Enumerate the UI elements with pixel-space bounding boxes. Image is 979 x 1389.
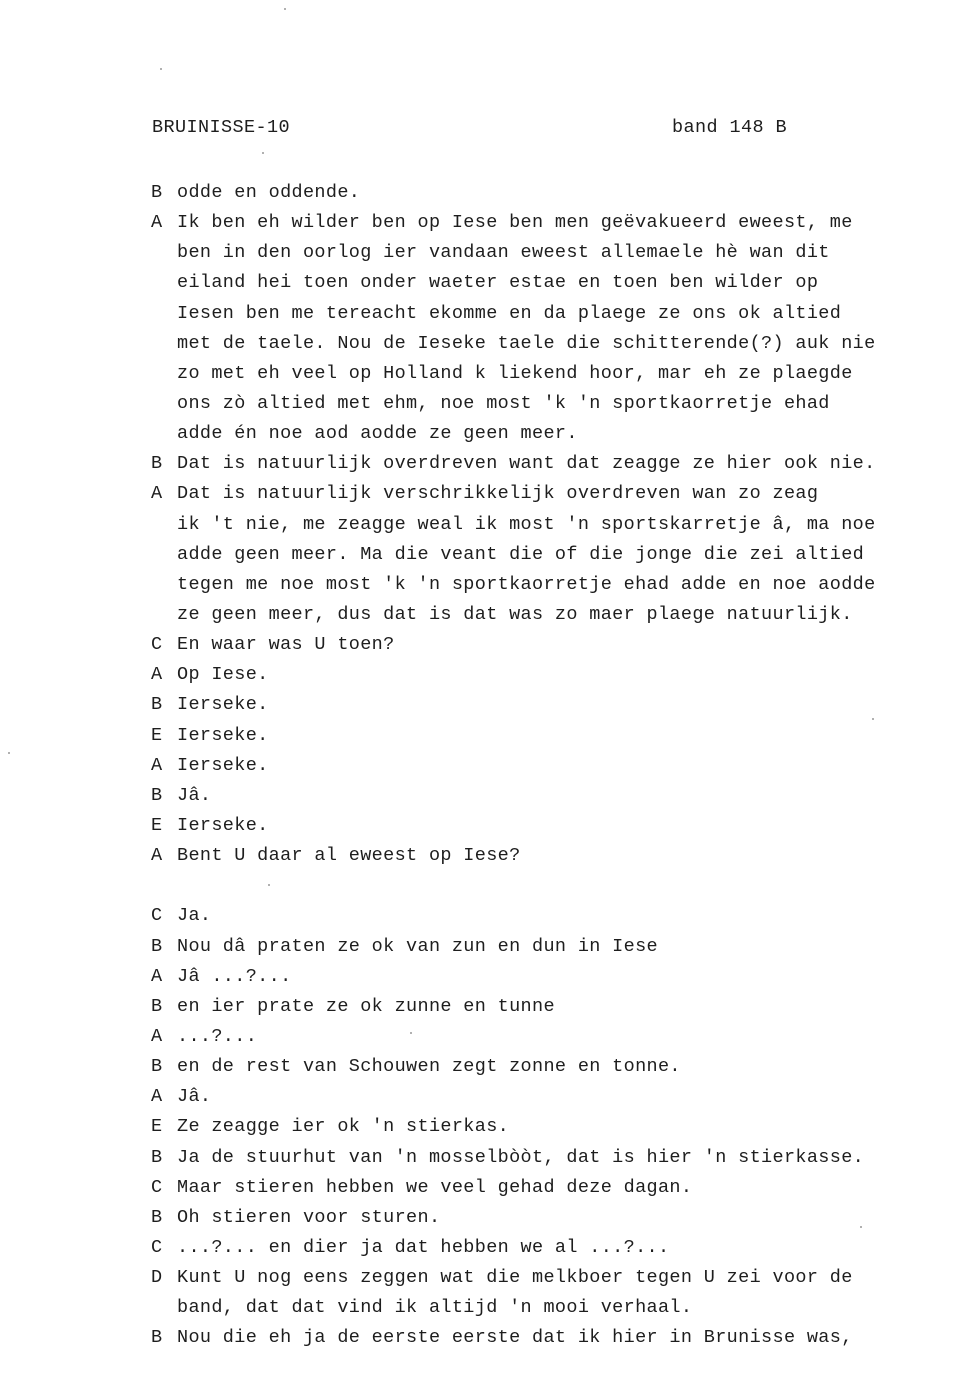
transcript-line: [0, 901, 979, 931]
transcript-line: [0, 268, 979, 298]
speaker-label: D: [151, 1267, 163, 1289]
speaker-label: E: [151, 724, 163, 746]
utterance-text: met de taele. Nou de Ieseke taele die schitterende(?) auk nie: [177, 332, 876, 354]
transcript-line: [0, 660, 979, 690]
speaker-label: A: [151, 483, 163, 505]
utterance-text: ik 't nie, me zeagge weal ik most 'n sportskarretje â, ma noe: [177, 513, 876, 535]
speaker-label: A: [151, 664, 163, 686]
utterance-text: Ierseke.: [177, 724, 269, 746]
speaker-label: B: [151, 784, 163, 806]
utterance-text: en ier prate ze ok zunne en tunne: [177, 995, 555, 1017]
scan-speck: [262, 152, 264, 154]
utterance-text: adde én noe aod aodde ze geen meer.: [177, 423, 578, 445]
transcript-line: [0, 841, 979, 871]
transcript-line: [0, 449, 979, 479]
utterance-text: Dat is natuurlijk verschrikkelijk overdreven wan zo zeag: [177, 483, 819, 505]
transcript-line: [0, 1112, 979, 1142]
utterance-text: ben in den oorlog ier vandaan eweest allemaele hè wan dit: [177, 242, 830, 264]
transcript-line: [0, 751, 979, 781]
transcript-line: [0, 1082, 979, 1112]
transcript-line: [0, 600, 979, 630]
transcript-line: [0, 540, 979, 570]
transcript-line: [0, 570, 979, 600]
speaker-label: B: [151, 453, 163, 475]
scan-speck: [284, 8, 286, 10]
utterance-text: Jâ.: [177, 1086, 212, 1108]
tape-reference: band 148 B: [672, 117, 788, 138]
speaker-label: A: [151, 1025, 163, 1047]
transcript-line: [0, 1052, 979, 1082]
utterance-text: Dat is natuurlijk overdreven want dat zeagge ze hier ook nie.: [177, 453, 876, 475]
speaker-label: C: [151, 905, 163, 927]
speaker-label: B: [151, 995, 163, 1017]
speaker-label: B: [151, 182, 163, 203]
transcript-line: [0, 721, 979, 751]
transcript-body: [0, 178, 979, 1353]
transcript-line: [0, 208, 979, 238]
transcript-line: [0, 1233, 979, 1263]
utterance-text: Nou die eh ja de eerste eerste dat ik hier in Brunisse was,: [177, 1327, 853, 1349]
transcript-line: [0, 962, 979, 992]
utterance-text: Op Iese.: [177, 664, 269, 686]
transcript-line: [0, 510, 979, 540]
utterance-text: Ierseke.: [177, 694, 269, 716]
transcript-line: [0, 238, 979, 268]
transcript-line: [0, 299, 979, 329]
utterance-text: band, dat dat vind ik altijd 'n mooi verhaal.: [177, 1297, 693, 1319]
scan-speck: [410, 1032, 412, 1034]
utterance-text: Oh stieren voor sturen.: [177, 1206, 441, 1228]
utterance-text: Maar stieren hebben we veel gehad deze dagan.: [177, 1176, 693, 1198]
utterance-text: Jâ.: [177, 784, 212, 806]
utterance-text: Ja de stuurhut van 'n mosselbòòt, dat is hier 'n stierkasse.: [177, 1146, 865, 1168]
utterance-text: eiland hei toen onder waeter estae en toen ben wilder op: [177, 272, 819, 294]
speaker-label: B: [151, 935, 163, 957]
utterance-text: en de rest van Schouwen zegt zonne en tonne.: [177, 1056, 681, 1078]
utterance-text: ...?... en dier ja dat hebben we al ...?...: [177, 1236, 670, 1258]
utterance-text: Bent U daar al eweest op Iese?: [177, 845, 521, 867]
transcript-line: [0, 932, 979, 962]
utterance-text: tegen me noe most 'k 'n sportkaorretje ehad adde en noe aodde: [177, 573, 876, 595]
utterance-text: Ik ben eh wilder ben op Iese ben men geëvakueerd eweest, me: [177, 212, 853, 234]
utterance-text: adde geen meer. Ma die veant die of die jonge die zei altied: [177, 543, 865, 565]
speaker-label: A: [151, 1086, 163, 1108]
transcript-line: [0, 1143, 979, 1173]
speaker-label: E: [151, 814, 163, 836]
transcript-line: [0, 389, 979, 419]
transcript-line: [0, 1323, 979, 1353]
transcript-line: [0, 871, 979, 901]
speaker-label: B: [151, 1146, 163, 1168]
speaker-label: A: [151, 754, 163, 776]
transcript-line: [0, 992, 979, 1022]
utterance-text: Jâ ...?...: [177, 965, 292, 987]
utterance-text: Kunt U nog eens zeggen wat die melkboer tegen U zei voor de: [177, 1267, 853, 1289]
speaker-label: E: [151, 1116, 163, 1138]
transcript-line: [0, 329, 979, 359]
speaker-label: A: [151, 212, 163, 234]
transcript-line: [0, 811, 979, 841]
utterance-text: ons zò altied met ehm, noe most 'k 'n sportkaorretje ehad: [177, 392, 830, 414]
utterance-text: ze geen meer, dus dat is dat was zo maer plaege natuurlijk.: [177, 603, 853, 625]
transcript-line: [0, 419, 979, 449]
transcript-line: [0, 630, 979, 660]
transcript-line: [0, 781, 979, 811]
speaker-label: C: [151, 1236, 163, 1258]
utterance-text: zo met eh veel op Holland k liekend hoor, mar eh ze plaegde: [177, 362, 853, 384]
scan-speck: [860, 1226, 862, 1228]
utterance-text: Ierseke.: [177, 814, 269, 836]
utterance-text: Iesen ben me tereacht ekomme en da plaege ze ons ok altied: [177, 302, 842, 324]
transcript-line: [0, 359, 979, 389]
transcript-line: [0, 1173, 979, 1203]
document-title: BRUINISSE-10: [152, 117, 291, 138]
speaker-label: B: [151, 1056, 163, 1078]
speaker-label: B: [151, 694, 163, 716]
speaker-label: B: [151, 1327, 163, 1349]
utterance-text: Ze zeagge ier ok 'n stierkas.: [177, 1116, 510, 1138]
utterance-text: Ierseke.: [177, 754, 269, 776]
scan-speck: [872, 718, 874, 720]
scan-speck: [268, 884, 270, 886]
scan-speck: [160, 68, 162, 70]
utterance-text: Nou dâ praten ze ok van zun en dun in Iese: [177, 935, 658, 957]
speaker-label: C: [151, 1176, 163, 1198]
transcript-line: [0, 1293, 979, 1323]
transcript-line: [0, 479, 979, 509]
transcript-line: [0, 1203, 979, 1233]
speaker-label: A: [151, 845, 163, 867]
scan-speck: [8, 752, 10, 754]
speaker-label: A: [151, 965, 163, 987]
utterance-text: odde en oddende.: [177, 182, 361, 203]
utterance-text: ...?...: [177, 1025, 258, 1047]
utterance-text: En waar was U toen?: [177, 634, 395, 656]
utterance-text: Ja.: [177, 905, 212, 927]
speaker-label: C: [151, 634, 163, 656]
speaker-label: B: [151, 1206, 163, 1228]
transcript-line: [0, 1022, 979, 1052]
transcript-line: [0, 1263, 979, 1293]
transcript-line: [0, 690, 979, 720]
transcript-line: [0, 178, 979, 208]
